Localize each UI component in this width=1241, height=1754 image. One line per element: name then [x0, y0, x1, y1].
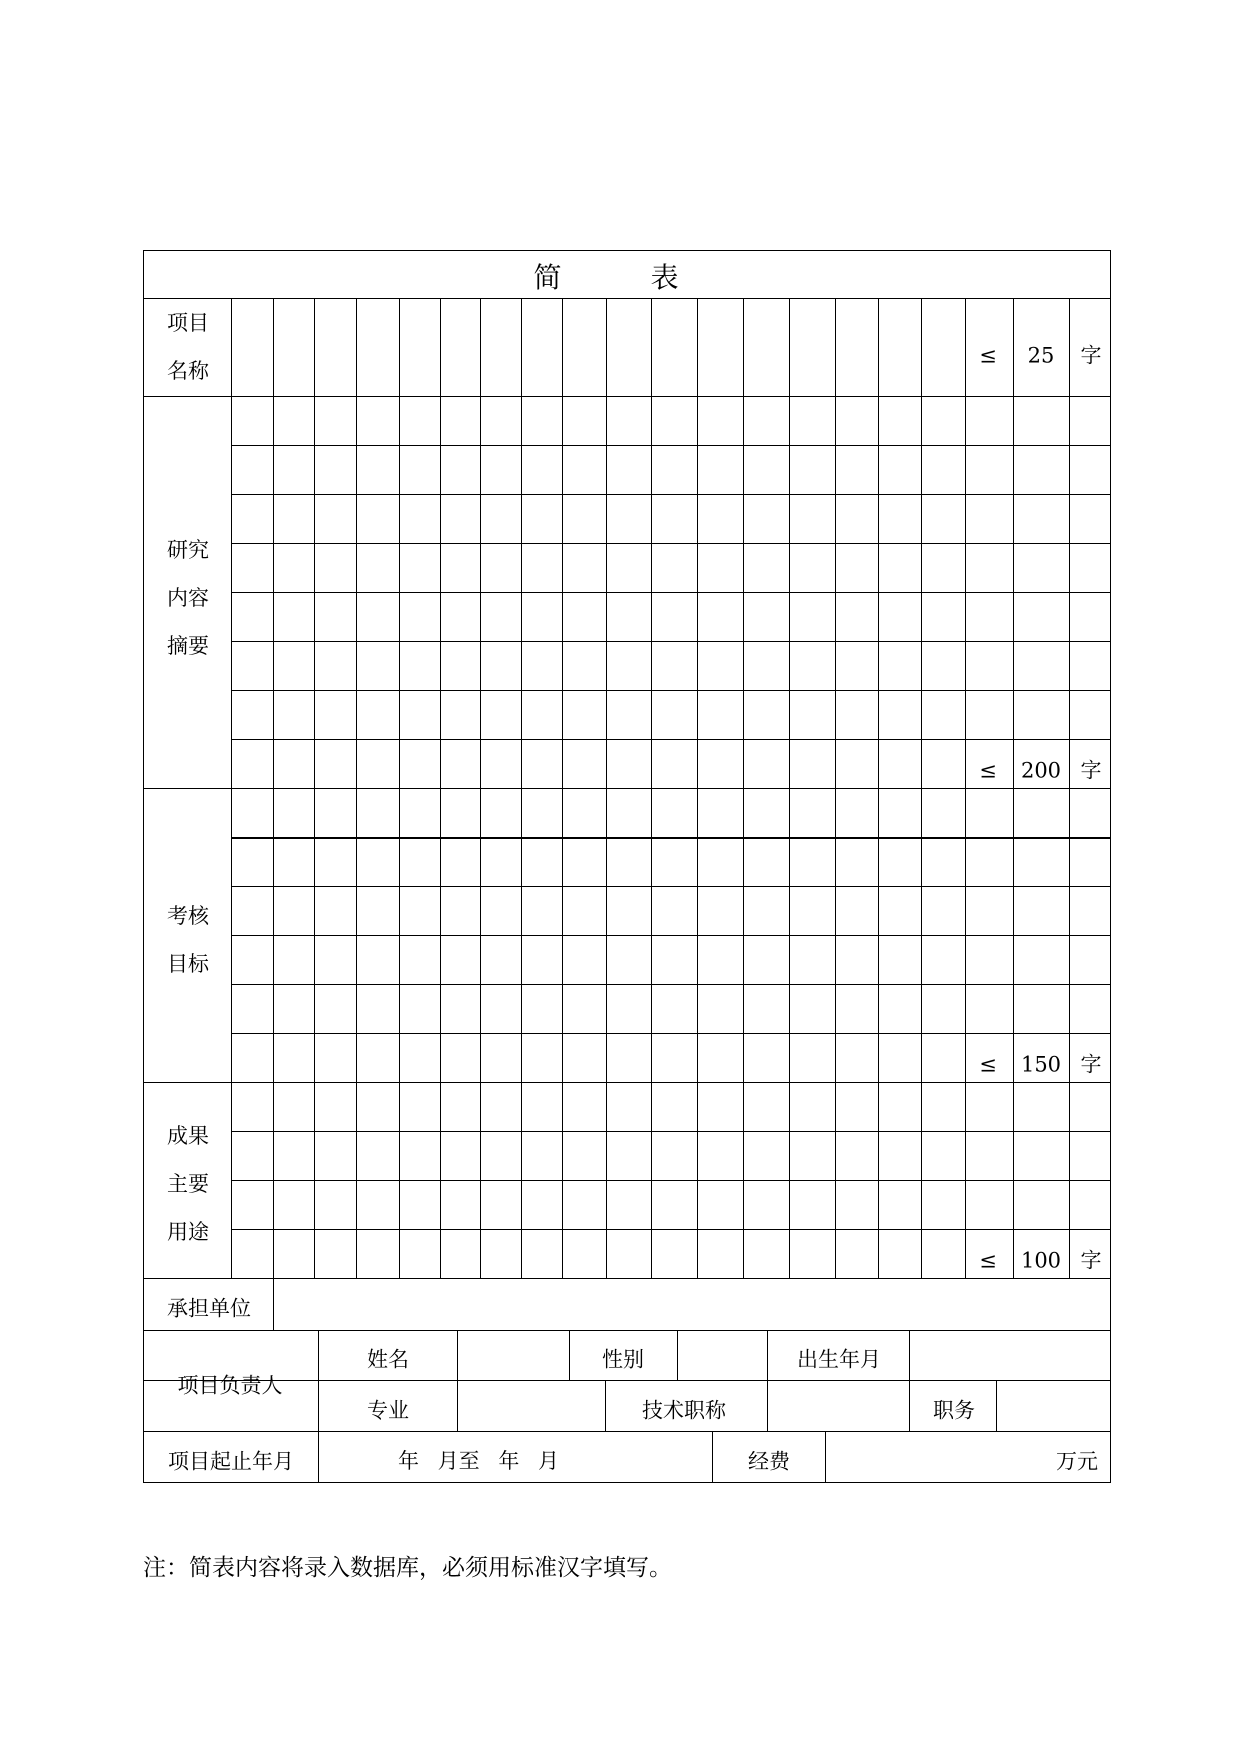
limit-symbol: ≤ [979, 1248, 997, 1273]
funding-label: 经费 [748, 1449, 790, 1474]
grid-line [457, 1380, 458, 1432]
limit-unit: 字 [1080, 1052, 1102, 1077]
name-label: 姓名 [367, 1347, 409, 1372]
grid-line [318, 1380, 1111, 1381]
grid-line [143, 1431, 1111, 1432]
grid-line [651, 298, 652, 1279]
grid-line [1110, 250, 1111, 1483]
undertaking-unit-label: 承担单位 [167, 1296, 251, 1321]
outcome-use-label: 成果 主要 用途 [167, 1124, 209, 1244]
major-label: 专业 [367, 1398, 409, 1423]
limit-unit: 字 [1080, 1248, 1102, 1273]
limit-number: 25 [1027, 343, 1055, 368]
grid-line [231, 298, 232, 1279]
grid-line [318, 1330, 319, 1432]
grid-line [231, 935, 1111, 936]
grid-line [1013, 298, 1014, 1279]
grid-line [314, 298, 315, 1279]
grid-line [521, 298, 522, 1279]
grid-line [605, 1380, 606, 1432]
grid-line [231, 837, 1111, 839]
form-table [143, 250, 1110, 1482]
grid-line [273, 298, 274, 1279]
grid-line [231, 886, 1111, 887]
project-period-label: 项目起止年月 [168, 1449, 294, 1474]
birth-label: 出生年月 [797, 1347, 881, 1372]
grid-line [143, 250, 144, 1483]
grid-line [143, 1330, 1111, 1331]
grid-line [878, 298, 879, 1279]
position-label: 职务 [933, 1398, 975, 1423]
grid-line [143, 1482, 1111, 1483]
grid-line [677, 1330, 678, 1381]
project-name-label: 项目 名称 [167, 311, 209, 383]
grid-line [231, 1131, 1111, 1132]
limit-number: 200 [1020, 758, 1062, 783]
grid-line [562, 298, 563, 1279]
grid-line [965, 298, 966, 1279]
grid-line [569, 1330, 570, 1381]
grid-line [356, 298, 357, 1279]
assessment-goal-label: 考核 目标 [167, 904, 209, 976]
limit-symbol: ≤ [979, 758, 997, 783]
grid-line [231, 739, 1111, 740]
grid-line [231, 1180, 1111, 1181]
grid-line [318, 1431, 319, 1483]
limit-unit: 字 [1080, 343, 1102, 368]
grid-line [231, 543, 1111, 544]
grid-line [789, 298, 790, 1279]
limit-symbol: ≤ [979, 1052, 997, 1077]
grid-line [996, 1380, 997, 1432]
grid-line [1069, 298, 1070, 1279]
grid-line [909, 1330, 910, 1381]
tech-title-label: 技术职称 [642, 1398, 726, 1423]
grid-line [143, 250, 1111, 251]
gender-label: 性别 [602, 1347, 644, 1372]
grid-line [231, 1229, 1111, 1230]
funding-unit: 万元 [1056, 1449, 1098, 1474]
project-period-value: 年 月至 年 月 [398, 1449, 560, 1473]
grid-line [712, 1431, 713, 1483]
grid-line [231, 1033, 1111, 1034]
grid-line [231, 690, 1111, 691]
form-title: 简 表 [533, 261, 719, 294]
grid-line [921, 298, 922, 1279]
limit-number: 150 [1020, 1052, 1062, 1077]
limit-symbol: ≤ [979, 343, 997, 368]
grid-line [767, 1330, 768, 1381]
grid-line [231, 592, 1111, 593]
grid-line [743, 298, 744, 1279]
grid-line [440, 298, 441, 1279]
limit-number: 100 [1020, 1248, 1062, 1273]
form-note: 注：简表内容将录入数据库，必须用标准汉字填写。 [143, 1555, 672, 1581]
limit-unit: 字 [1080, 758, 1102, 783]
grid-line [606, 298, 607, 1279]
grid-line [909, 1380, 910, 1432]
grid-line [399, 298, 400, 1279]
grid-line [273, 1278, 274, 1331]
grid-line [767, 1380, 768, 1432]
grid-line [825, 1431, 826, 1483]
grid-line [457, 1330, 458, 1381]
research-summary-label: 研究 内容 摘要 [167, 538, 209, 658]
grid-line [480, 298, 481, 1279]
grid-line [231, 494, 1111, 495]
grid-line [231, 984, 1111, 985]
grid-line [835, 298, 836, 1279]
project-leader-label: 项目负责人 [177, 1373, 283, 1398]
grid-line [697, 298, 698, 1279]
grid-line [231, 641, 1111, 642]
grid-line [231, 445, 1111, 446]
